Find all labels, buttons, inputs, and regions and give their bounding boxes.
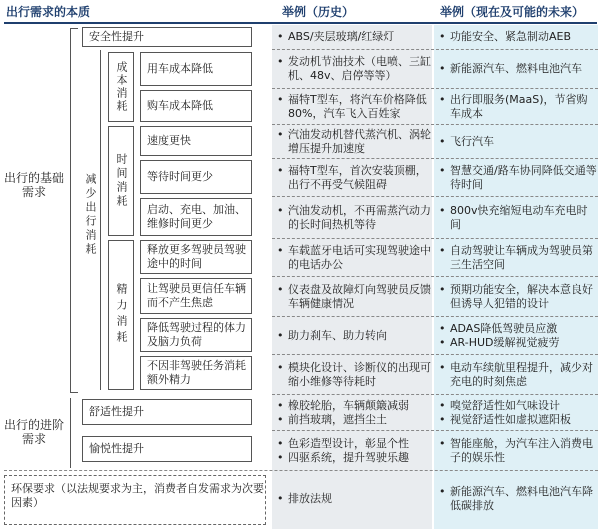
future-cell (434, 89, 598, 124)
history-cell (272, 472, 432, 526)
list-item: • 仪表盘及故障灯向驾驶员反馈车辆健康情况 (276, 283, 432, 311)
list-item: • 功能安全、紧急制动AEB (438, 30, 571, 44)
group-time: 时间消耗 (108, 126, 134, 236)
list-item: • ABS/夹层玻璃/红绿灯 (276, 30, 394, 44)
list-item: • AR-HUD缓解视觉疲劳 (438, 336, 559, 350)
history-cell (272, 26, 432, 48)
bracket-advanced (70, 398, 71, 468)
row-label-charge: 启动、充电、加油、维修时间更少 (140, 198, 252, 236)
history-cell (272, 277, 432, 316)
list-item: • 福特T型车，首次安装顶棚，出行不再受气候阻碍 (276, 164, 432, 192)
row-label-speed: 速度更快 (140, 126, 252, 156)
history-cell (272, 89, 432, 124)
header-history: 举例（历史） (282, 4, 355, 19)
list-item: • ADAS降低驾驶员应激 (438, 322, 559, 336)
list-item: • 智能座舱，为汽车注入消费电子的娱乐性 (438, 437, 598, 465)
future-cell (434, 50, 598, 88)
list-item: • 电动车续航里程提升，减少对充电的时刻焦虑 (438, 361, 598, 389)
group-reduce: 减少出行消耗 (84, 173, 97, 257)
list-item: • 视觉舒适性如虚拟遮阳板 (438, 413, 571, 427)
list-item: • 四驱系统，提升驾驶乐趣 (276, 451, 409, 465)
row-label-buy-cost: 购车成本降低 (140, 90, 252, 122)
history-cell (272, 159, 432, 196)
list-item: • 前挡玻璃，遮挡尘土 (276, 413, 409, 427)
list-item: • 汽油发动机替代蒸汽机、涡轮增压提升加速度 (276, 128, 432, 156)
group-env: 环保要求（以法规要求为主，消费者自发需求为次要因素） (4, 475, 266, 525)
bracket-basic (70, 28, 71, 392)
history-cell (272, 317, 432, 354)
bracket-reduce (100, 50, 101, 390)
header-title: 出行需求的本质 (6, 4, 91, 19)
row-label-pleasure: 愉悦性提升 (82, 436, 252, 462)
history-cell (272, 125, 432, 158)
list-item: • 新能源汽车、燃料电池汽车 (438, 62, 582, 76)
future-cell (434, 317, 598, 354)
future-cell (434, 395, 598, 430)
group-basic: 出行的基础需求 (4, 171, 65, 199)
future-cell (434, 277, 598, 316)
row-label-comfort: 舒适性提升 (82, 399, 252, 425)
list-item: • 嗅觉舒适性如气味设计 (438, 399, 571, 413)
list-item: • 车载蓝牙电话可实现驾驶途中的电话办公 (276, 244, 432, 272)
row-label-extra: 不因非驾驶任务消耗额外精力 (140, 356, 252, 390)
future-cell (434, 239, 598, 276)
history-cell (272, 197, 432, 238)
row-label-safety: 安全性提升 (82, 27, 252, 47)
list-item: • 新能源汽车、燃料电池汽车降低碳排放 (438, 485, 598, 513)
future-cell (434, 431, 598, 470)
list-item: • 色彩造型设计，彰显个性 (276, 437, 409, 451)
future-cell (434, 26, 598, 48)
list-item: • 助力刹车、助力转向 (276, 329, 387, 343)
row-label-trust: 让驾驶员更信任车辆而不产生焦虑 (140, 278, 252, 314)
future-cell (434, 125, 598, 158)
list-item: • 800v快充缩短电动车充电时间 (438, 204, 598, 232)
group-advanced: 出行的进阶需求 (4, 418, 65, 446)
future-cell (434, 355, 598, 394)
header-future: 举例（现在及可能的未来） (440, 4, 585, 19)
list-item: • 排放法规 (276, 492, 332, 506)
list-item: • 福特T型车，将汽车价格降低80%，汽车飞入百姓家 (276, 93, 432, 121)
list-item: • 橡胶轮胎，车辆颠簸减弱 (276, 399, 409, 413)
future-cell (434, 472, 598, 526)
row-label-wait: 等待时间更少 (140, 160, 252, 194)
list-item: • 飞行汽车 (438, 135, 494, 149)
history-cell (272, 431, 432, 470)
history-cell (272, 239, 432, 276)
history-cell (272, 395, 432, 430)
row-label-use-cost: 用车成本降低 (140, 52, 252, 86)
list-item: • 出行即服务(MaaS)，节省购车成本 (438, 93, 598, 121)
list-item: • 发动机节油技术（电喷、三缸机、48v、启停等等） (276, 55, 432, 83)
list-item: • 模块化设计、诊断仪的出现可缩小维修等待耗时 (276, 361, 432, 389)
future-cell (434, 159, 598, 196)
group-energy: 精力消耗 (108, 240, 134, 390)
list-item: • 智慧交通/路车协同降低交通等待时间 (438, 164, 598, 192)
list-item: • 自动驾驶让车辆成为驾驶员第三生活空间 (438, 244, 598, 272)
future-cell (434, 197, 598, 238)
row-label-load: 降低驾驶过程的体力及脑力负荷 (140, 318, 252, 352)
list-item: • 汽油发动机，不再需蒸汽动力的长时间热机等待 (276, 204, 432, 232)
row-label-free-time: 释放更多驾驶员驾驶途中的时间 (140, 240, 252, 274)
header-divider (4, 22, 597, 24)
group-cost: 成本消耗 (108, 52, 134, 122)
history-cell (272, 355, 432, 394)
divider-env (4, 470, 598, 471)
list-item: • 预期功能安全，解决本意良好但诱导人犯错的设计 (438, 283, 598, 311)
history-cell (272, 50, 432, 88)
